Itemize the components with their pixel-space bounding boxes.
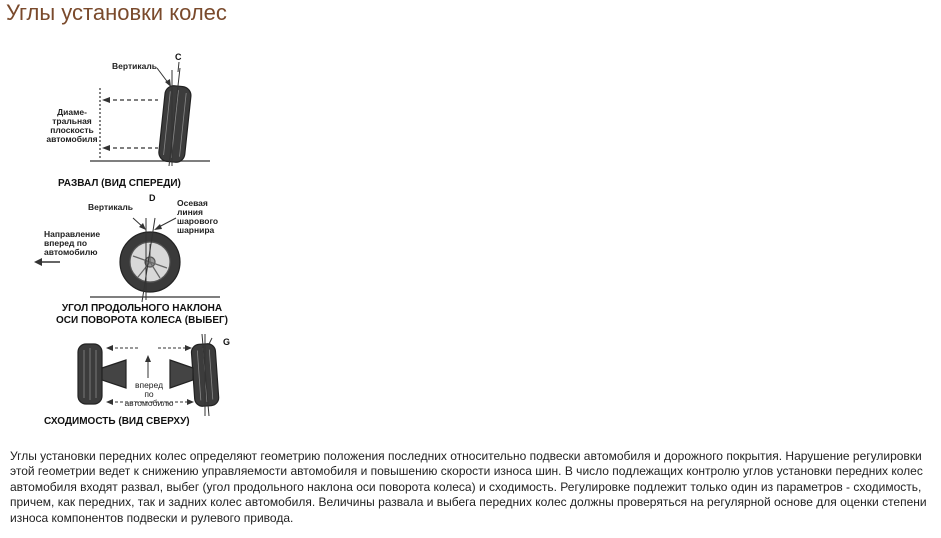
article-text: Углы установки передних колес определяют геометрию положения последних относительно подвески автомобиля и дорожного покрытия. Нарушение регулировки этой геометрии ведет к снижению управляемости автомобиля и повышению скорости износа шин. В число подлежащих контролю углов установки передних колес автомобиля входят развал, выбег (угол продольного наклона оси поворота колеса) и сходимость. Регулировке подлежит только один из параметров - сходимость, причем, как передних, так и задних колес автомобиля. Величины развала и выбега передних колес должны проверяться на регулярной основе для оценки степени износа компонентов подвески и рулевого привода. (10, 449, 927, 525)
ball-joint-axis-label: Осевая линия шарового шарнира (177, 198, 219, 235)
caster-vertical-label: Вертикаль (88, 202, 133, 212)
toe-caption: СХОДИМОСТЬ (ВИД СВЕРХУ) (44, 416, 190, 427)
page-title: Углы установки колес (6, 0, 227, 25)
toe-forward-label: вперед по автомобилю (124, 380, 174, 408)
toe-left-tire (78, 344, 102, 404)
camber-tire (158, 85, 192, 163)
caster-caption: УГОЛ ПРОДОЛЬНОГО НАКЛОНА ОСИ ПОВОРОТА КОЛЕСА (ВЫБЕГ) (56, 303, 228, 326)
camber-vertical-label: Вертикаль (112, 61, 157, 71)
camber-caption: РАЗВАЛ (ВИД СПЕРЕДИ) (58, 178, 181, 189)
toe-angle-letter: G (223, 337, 231, 347)
caster-angle-letter: D (149, 193, 156, 203)
wheel-alignment-diagram (30, 48, 270, 438)
camber-angle-letter: C (175, 52, 182, 62)
forward-direction-label: Направление вперед по автомобилю (44, 229, 101, 257)
caster-wheel (120, 232, 180, 292)
vehicle-center-plane-label: Диаме- тральная плоскость автомобиля (46, 107, 98, 144)
